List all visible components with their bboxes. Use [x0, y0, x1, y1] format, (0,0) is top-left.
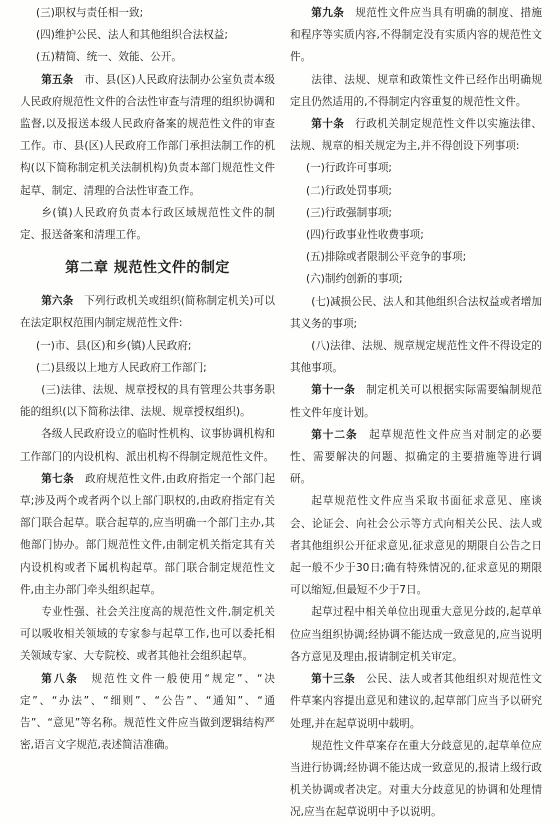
article-13-label: 第十三条	[311, 673, 356, 686]
left-column	[20, 2, 275, 757]
article-12-text: 起草规范性文件应当对制定的必要性、需要解决的问题、拟确定的主要措施等进行调研。	[290, 428, 543, 486]
article-12-label: 第十二条	[311, 428, 358, 441]
article-10	[290, 113, 542, 157]
article-5-text: 市、县(区)人民政府法制办公室负责本级人民政府规范性文件的合法性审查与清理的组织协调和监督,以及报送本级人民政府备案的规范性文件的审查工作。市、县(区)人民政府工作部门承担法制工作的机构(以下简称制定机关法制机构)负责本部门规范性文件起草、制定、清理的合法性审查工作。	[20, 73, 276, 197]
article-10-text: 行政机关制定规范性文件以实施法律、法规、规章的相关规定为主,并不得创设下列事项:	[290, 118, 543, 153]
prohibited-item: (六)制约创新的事项;	[306, 273, 403, 286]
article-11-label: 第十一条	[311, 384, 356, 397]
article-8-text: 规范性文件一般使用“规定”、“决定”、“办法”、“细则”、“公告”、“通知”、“通告”、“意见”等名称。规范性文件应当做到逻辑结构严密,语言文字规范,表述简洁准确。	[20, 672, 276, 752]
prohibited-item: (二)行政处罚事项;	[306, 184, 392, 197]
article-8-label: 第八条	[41, 672, 79, 685]
article-7-label: 第七条	[41, 472, 75, 485]
article-7-text: 政府规范性文件,由政府指定一个部门起草;涉及两个或者两个以上部门职权的,由政府指定有关部门联合起草。联合起草的,应当明确一个部门主办,其他部门协办。部门规范性文件,由制定机关指定其有关内设机构或者下属机构起草。部门联合制定规范性文件,由主办部门牵头组织起草。	[20, 472, 276, 596]
principle-5: (五)精简、统一、效能、公开。	[36, 51, 182, 64]
agency-2: (二)县级以上地方人民政府工作部门;	[36, 361, 207, 374]
dispute-paragraph: 起草过程中相关单位出现重大意见分歧的,起草单位应当组织协调;经协调不能达成一致意见的,应当说明各方意见及理由,报请制定机关审定。	[290, 606, 542, 663]
right-column	[290, 2, 542, 824]
article-9-text: 规范性文件应当具有明确的制度、措施和程序等实质内容,不得制定没有实质内容的规范性文件。	[290, 7, 543, 64]
article-13	[290, 668, 542, 735]
expert-paragraph: 专业性强、社会关注度高的规范性文件,制定机关可以吸收相关领域的专家参与起草工作,也可以委托相关领域专家、大专院校、或者其他社会组织起草。	[20, 606, 275, 663]
article-9-label: 第九条	[311, 7, 345, 19]
article-6-label: 第六条	[41, 295, 74, 308]
agency-3: (三)法律、法规、规章授权的具有管理公共事务职能的组织(以下简称法律、法规、规章授权组织)。	[20, 384, 275, 419]
consultation-paragraph: 起草规范性文件应当采取书面征求意见、座谈会、论证会、向社会公示等方式向相关公民、法人或者其他组织公开征求意见,征求意见的期限自公告之日起一般不少于30日;确有特殊情况的,征求意见的期限可以缩短,但最短不少于7日。	[290, 495, 542, 597]
prohibited-item: (一)行政许可事项;	[306, 162, 392, 175]
article-9	[290, 2, 542, 69]
prohibited-item: (五)排除或者限制公平竞争的事项;	[306, 251, 467, 264]
agency-1: (一)市、县(区)和乡(镇)人民政府;	[36, 339, 192, 352]
article-6	[20, 290, 275, 334]
article-5	[20, 69, 275, 202]
article-11	[290, 379, 542, 423]
township-paragraph: 乡(镇)人民政府负责本行政区域规范性文件的制定、报送备案和清理工作。	[20, 206, 275, 242]
no-duplicate-paragraph: 法律、法规、规章和政策性文件已经作出明确规定且仍然适用的,不得制定内容重复的规范性文件。	[290, 73, 542, 108]
article-11-text: 制定机关可以根据实际需要编制规范性文件年度计划。	[290, 384, 543, 419]
article-10-label: 第十条	[311, 118, 345, 131]
principle-4: (四)维护公民、法人和其他组织合法权益;	[36, 29, 228, 42]
prohibited-item: (八)法律、法规、规章规定规范性文件不得设定的其他事项。	[290, 340, 542, 375]
article-13-text: 公民、法人或者其他组织对规范性文件草案内容提出意见和建议的,起草部门应当予以研究处理,并在起草说明中载明。	[290, 673, 543, 730]
article-12	[290, 424, 542, 491]
prohibited-item: (七)减损公民、法人和其他组织合法权益或者增加其义务的事项;	[290, 295, 542, 330]
chapter-heading: 第二章 规范性文件的制定	[65, 260, 230, 277]
article-5-label: 第五条	[41, 73, 74, 86]
article-8	[20, 668, 275, 757]
prohibited-item: (三)行政强制事项;	[306, 206, 392, 219]
temporary-agency-paragraph: 各级人民政府设立的临时性机构、议事协调机构和工作部门的内设机构、派出机构不得制定规范性文件。	[20, 428, 275, 463]
principle-3: (三)职权与责任相一致;	[36, 7, 144, 19]
major-dispute-paragraph: 规范性文件草案存在重大分歧意见的,起草单位应当进行协调;经协调不能达成一致意见的,报请上级行政机关协调或者决定。对重大分歧意见的协调和处理情况,应当在起草说明中予以说明。	[290, 739, 542, 819]
article-7	[20, 468, 275, 601]
prohibited-item: (四)行政事业性收费事项;	[306, 229, 424, 242]
article-6-text: 下列行政机关或组织(简称制定机关)可以在法定职权范围内制定规范性文件:	[20, 295, 276, 330]
